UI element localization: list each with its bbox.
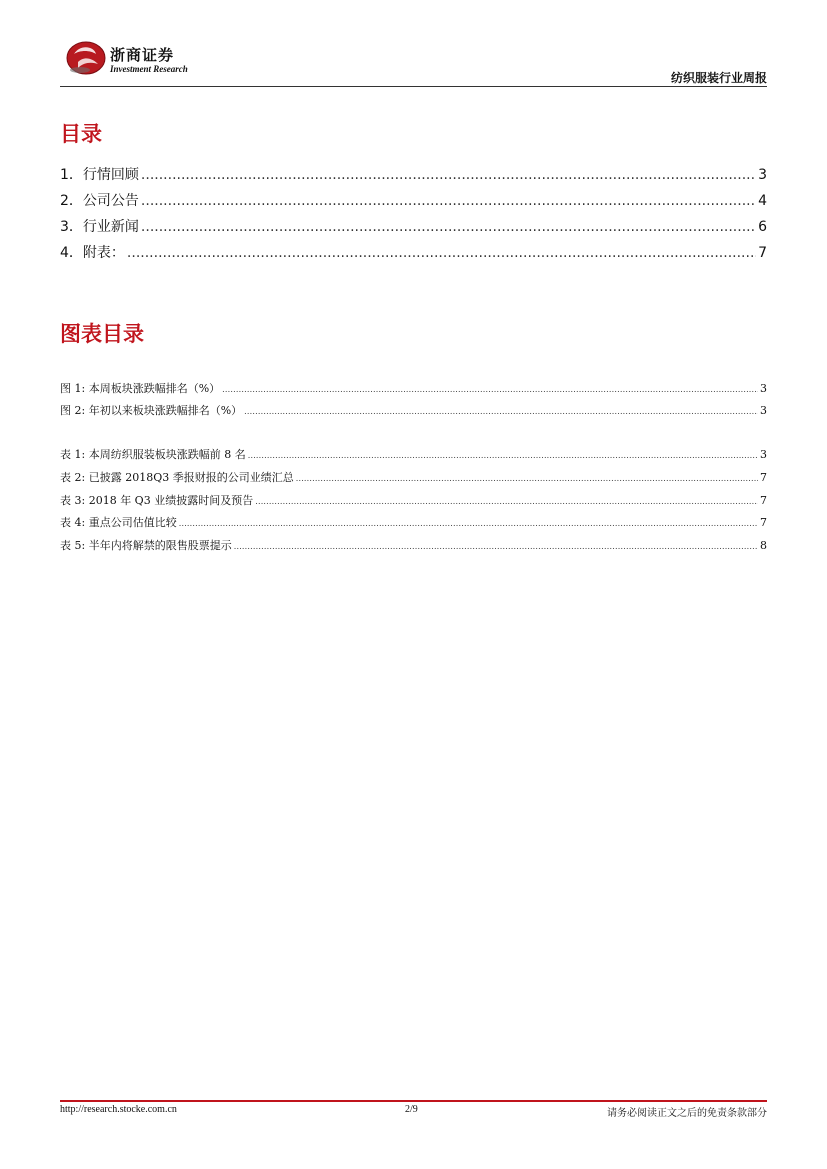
toc-entry-page: 7 [758,245,767,261]
table-entry-label: 表 3: 2018 年 Q3 业绩披露时间及预告 [60,494,254,507]
toc-entry[interactable] [60,164,767,184]
table-entry-label: 表 4: 重点公司估值比较 [60,516,177,529]
toc-entry[interactable] [60,216,767,236]
logo-icon [66,40,106,76]
report-type: 纺织服装行业周报 [670,71,767,85]
toc-entry-label: 3．行业新闻 [60,219,139,235]
leader-dots [179,519,758,528]
toc-entry[interactable] [60,242,767,262]
table-entry[interactable] [60,537,767,553]
toc-entry-page: 6 [758,219,767,235]
toc-entry-label: 2．公司公告 [60,193,139,209]
brand-name-cn: 浙商证券 [110,46,175,64]
leader-dots [141,167,756,183]
table-entry-page: 3 [760,448,767,461]
table-entry-page: 7 [760,516,767,529]
toc-entry-page: 4 [758,193,767,209]
leader-dots [296,474,758,483]
figure-toc-title: 图表目录 [60,322,144,346]
table-entry[interactable] [60,492,767,508]
figure-entry-page: 3 [760,382,767,395]
brand-name-en: Investment Research [110,64,188,74]
table-entry-page: 8 [760,539,767,552]
company-logo [66,40,106,76]
figure-entry[interactable] [60,402,767,418]
disclaimer-note: 请务必阅读正文之后的免责条款部分 [607,1108,767,1119]
footer-divider [60,1100,767,1102]
page-number: 2/9 [405,1104,418,1115]
toc-entry-page: 3 [758,167,767,183]
leader-dots [141,193,756,209]
leader-dots [234,542,758,551]
toc-entry-label: 1．行情回顾 [60,167,139,183]
table-entry-label: 表 1: 本周纺织服装板块涨跌幅前 8 名 [60,448,246,461]
leader-dots [255,497,758,506]
header-divider [60,86,767,87]
leader-dots [127,245,756,261]
table-entry-label: 表 2: 已披露 2018Q3 季报财报的公司业绩汇总 [60,471,294,484]
leader-dots [141,219,756,235]
leader-dots [248,451,758,460]
table-entry[interactable] [60,514,767,530]
figure-entry-label: 图 1: 本周板块涨跌幅排名（%） [60,382,221,395]
toc-entry-label: 4．附表： [60,245,125,261]
table-entry-page: 7 [760,471,767,484]
table-entry-label: 表 5: 半年内将解禁的限售股票提示 [60,539,232,552]
table-entry[interactable] [60,469,767,485]
toc-title: 目录 [60,122,102,146]
figure-entry-page: 3 [760,404,767,417]
figure-entry-label: 图 2: 年初以来板块涨跌幅排名（%） [60,404,243,417]
figure-entry[interactable] [60,380,767,396]
table-entry[interactable] [60,446,767,462]
toc-entry[interactable] [60,190,767,210]
table-entry-page: 7 [760,494,767,507]
leader-dots [222,385,758,394]
leader-dots [244,407,758,416]
footer-url-link[interactable]: http://research.stocke.com.cn [60,1104,177,1115]
